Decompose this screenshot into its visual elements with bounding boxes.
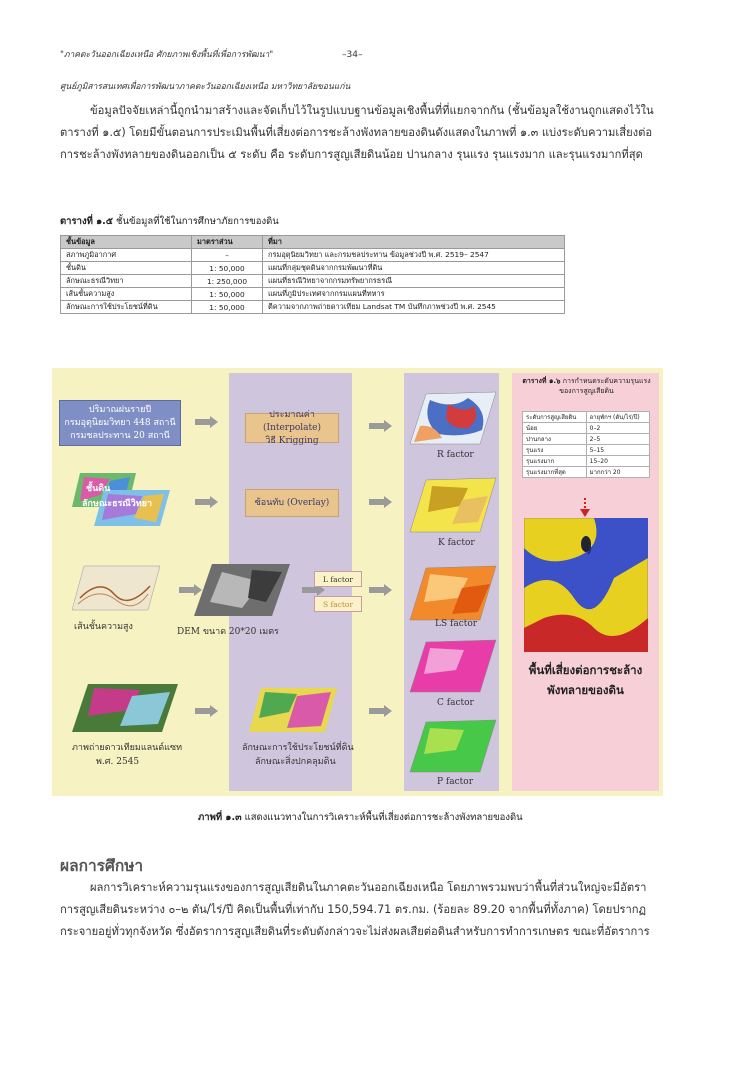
geology-label: ลักษณะธรณีวิทยา — [82, 499, 153, 509]
ls-factor-map — [408, 564, 498, 622]
paragraph-line: ตารางที่ ๑.๕) โดยมีขั้นตอนการประเมินพื้นที่เสี่ยงต่อการชะล้างพังทลายของดินดังแสดงในภาพที่ ๑.๓ แบ่งระดับความเสี่ยงต่อ — [60, 126, 653, 139]
risk-level-table — [522, 411, 650, 478]
rainfall-line: ปริมาณฝนรายปี — [88, 404, 152, 415]
table-cell: แผนที่กลุ่มชุดดินจากกรมพัฒนาที่ดิน — [263, 262, 565, 275]
table-row — [61, 288, 565, 301]
risk-caption-line: พังทลายของดิน — [547, 683, 624, 697]
c-factor-label: C factor — [437, 698, 474, 708]
table-cell: 15–20 — [586, 456, 649, 467]
dem-label: DEM ขนาด 20*20 เมตร — [177, 627, 279, 637]
r-factor-label: R factor — [437, 450, 474, 460]
rainfall-line: กรมชลประทาน 20 สถานี — [70, 430, 170, 441]
table-cell: รุนแรงมากที่สุด — [523, 467, 587, 478]
table-cell: รุนแรงมาก — [523, 456, 587, 467]
landuse-label: ลักษณะการใช้ประโยชน์ที่ดิน — [242, 743, 354, 753]
table-header-cell: อายุพักฯ (ตัน/ไร่/ปี) — [586, 412, 649, 423]
table-cell: 5–15 — [586, 445, 649, 456]
running-header: "ภาคตะวันออกเฉียงเหนือ ศักยภาพเชิงพื้นที่เพื่อการพัฒนา" — [60, 50, 274, 60]
intro-paragraph — [60, 100, 694, 166]
risk-map — [524, 518, 648, 652]
table-cell: มากกว่า 20 — [586, 467, 649, 478]
table-cell: 2–5 — [586, 434, 649, 445]
section-heading: ผลการศึกษา — [60, 857, 144, 875]
table-header-cell: มาตราส่วน — [192, 236, 263, 249]
l-factor-box — [314, 571, 362, 587]
interpolate-line: วิธี Krigging — [265, 435, 319, 446]
l-factor-label: L factor — [323, 574, 353, 584]
paragraph-line: ผลการวิเคราะห์ความรุนแรงของการสูญเสียดินในภาคตะวันออกเฉียงเหนือ โดยภาพรวมพบว่าพื้นที่ส่วนใหญ่จะมีอัตรา — [90, 881, 647, 894]
satellite-label: ภาพถ่ายดาวเทียมแลนด์แซท — [72, 743, 183, 753]
erosion-flow-diagram — [52, 368, 663, 796]
contour-label: เส้นชั้นความสูง — [74, 622, 133, 632]
landuse-label: ลักษณะสิ่งปกคลุมดิน — [255, 757, 336, 767]
risk-table-title-label: ตารางที่ ๑.๖ — [522, 377, 561, 385]
table-header-cell: ที่มา — [263, 236, 565, 249]
table-cell: สภาพภูมิอากาศ — [61, 249, 192, 262]
risk-table-title-text: การกำหนดระดับความรุนแรง ของการสูญเสียดิน — [559, 377, 651, 395]
s-factor-box — [314, 596, 362, 612]
table-row — [523, 434, 650, 445]
table-row — [61, 262, 565, 275]
dem-map — [192, 562, 292, 618]
table-row — [523, 456, 650, 467]
table-row — [61, 275, 565, 288]
table-cell: 0–2 — [586, 423, 649, 434]
table-row — [523, 467, 650, 478]
table-cell: น้อย — [523, 423, 587, 434]
results-paragraph — [60, 877, 694, 943]
table-row — [523, 423, 650, 434]
table-cell: – — [192, 249, 263, 262]
paragraph-line: ข้อมูลปัจจัยเหล่านี้ถูกนำมาสร้างและจัดเก็บไว้ในรูปแบบฐานข้อมูลเชิงพื้นที่ที่แยกจากกัน (ชั้นข้อมูลใช้งานถูกแสดงไว้ใน — [90, 104, 654, 117]
table-header-row — [523, 412, 650, 423]
table-cell: กรมอุตุนิยมวิทยา และกรมชลประทาน ข้อมูลช่วงปี พ.ศ. 2519– 2547 — [263, 249, 565, 262]
rainfall-box — [59, 400, 181, 446]
table-header-cell: ระดับการสูญเสียดิน — [523, 412, 587, 423]
table-cell: แผนที่ภูมิประเทศจากกรมแผนที่ทหาร — [263, 288, 565, 301]
r-factor-map — [408, 390, 498, 446]
table-cell: แผนที่ธรณีวิทยาจากกรมทรัพยากรธรณี — [263, 275, 565, 288]
p-factor-label: P factor — [437, 777, 473, 787]
risk-table-title — [519, 376, 654, 396]
paragraph-line: การชะล้างพังทลายของดินออกเป็น ๕ ระดับ คือ ระดับการสูญเสียดินน้อย ปานกลาง รุนแรง รุนแรงมาก และรุนแรงมากที่สุด — [60, 148, 643, 161]
table-cell: เส้นชั้นความสูง — [61, 288, 192, 301]
table-row — [61, 249, 565, 262]
table-cell: ปานกลาง — [523, 434, 587, 445]
figure-caption-text: แสดงแนวทางในการวิเคราะห์พื้นที่เสี่ยงต่อการชะล้างพังทลายของดิน — [241, 812, 523, 823]
interpolate-box — [245, 409, 339, 446]
table-cell: ตีความจากภาพถ่ายดาวเทียม Landsat TM บันทึกภาพช่วงปี พ.ศ. 2545 — [263, 301, 565, 314]
table-cell: 1: 50,000 — [192, 301, 263, 314]
overlay-box — [245, 489, 339, 517]
table-row — [61, 301, 565, 314]
contour-map — [70, 564, 162, 612]
figure-caption — [198, 810, 523, 825]
table-cell: 1: 50,000 — [192, 288, 263, 301]
data-layers-table — [60, 235, 565, 314]
interpolate-line: ประมาณค่า (Interpolate) — [263, 409, 321, 433]
page-number: –34– — [342, 50, 363, 60]
table-cell: ชั้นดิน — [61, 262, 192, 275]
paragraph-line: การสูญเสียดินระหว่าง ๐–๒ ตัน/ไร่/ปี คิดเป็นพื้นที่เท่ากับ 150,594.71 ตร.กม. (ร้อยละ 89.20 จากพื้นที่ทั้งภาค) โดยปรากฏ — [60, 903, 647, 916]
table-caption-text: ชั้นข้อมูลที่ใช้ในการศึกษาภัยการของดิน — [112, 216, 279, 227]
satellite-image — [70, 682, 180, 734]
table-cell: รุนแรง — [523, 445, 587, 456]
risk-caption-line: พื้นที่เสี่ยงต่อการชะล้าง — [528, 663, 643, 677]
table-cell: 1: 50,000 — [192, 262, 263, 275]
table-cell: ลักษณะการใช้ประโยชน์ที่ดิน — [61, 301, 192, 314]
down-arrow-icon — [579, 498, 591, 518]
p-factor-map — [408, 718, 498, 774]
table-header-row — [61, 236, 565, 249]
table-cell: ลักษณะธรณีวิทยา — [61, 275, 192, 288]
table-header-cell: ชั้นข้อมูล — [61, 236, 192, 249]
running-subheader: ศูนย์ภูมิสารสนเทศเพื่อการพัฒนาภาคตะวันออกเฉียงเหนือ มหาวิทยาลัยขอนแก่น — [60, 82, 351, 92]
table-row — [523, 445, 650, 456]
overlay-label: ซ้อนทับ (Overlay) — [254, 497, 330, 508]
k-factor-map — [408, 476, 498, 534]
paragraph-line: กระจายอยู่ทั่วทุกจังหวัด ซึ่งอัตราการสูญเสียดินที่ระดับดังกล่าวจะไม่ส่งผลเสียต่อดินสำหรับการทำการเกษตร ขณะที่อัตราการ — [60, 925, 650, 938]
table-caption-label: ตารางที่ ๑.๕ — [60, 216, 113, 227]
figure-caption-label: ภาพที่ ๑.๓ — [198, 812, 242, 823]
table-caption — [60, 214, 279, 229]
table-cell: 1: 250,000 — [192, 275, 263, 288]
satellite-label: พ.ศ. 2545 — [96, 757, 140, 767]
ls-factor-label: LS factor — [435, 619, 478, 629]
soil-label: ชั้นดิน — [86, 484, 111, 494]
rainfall-line: กรมอุตุนิยมวิทยา 448 สถานี — [64, 417, 176, 428]
s-factor-label: S factor — [322, 599, 354, 609]
c-factor-map — [408, 638, 498, 694]
risk-map-caption — [514, 660, 657, 700]
landuse-map — [247, 686, 339, 734]
k-factor-label: K factor — [438, 538, 475, 548]
